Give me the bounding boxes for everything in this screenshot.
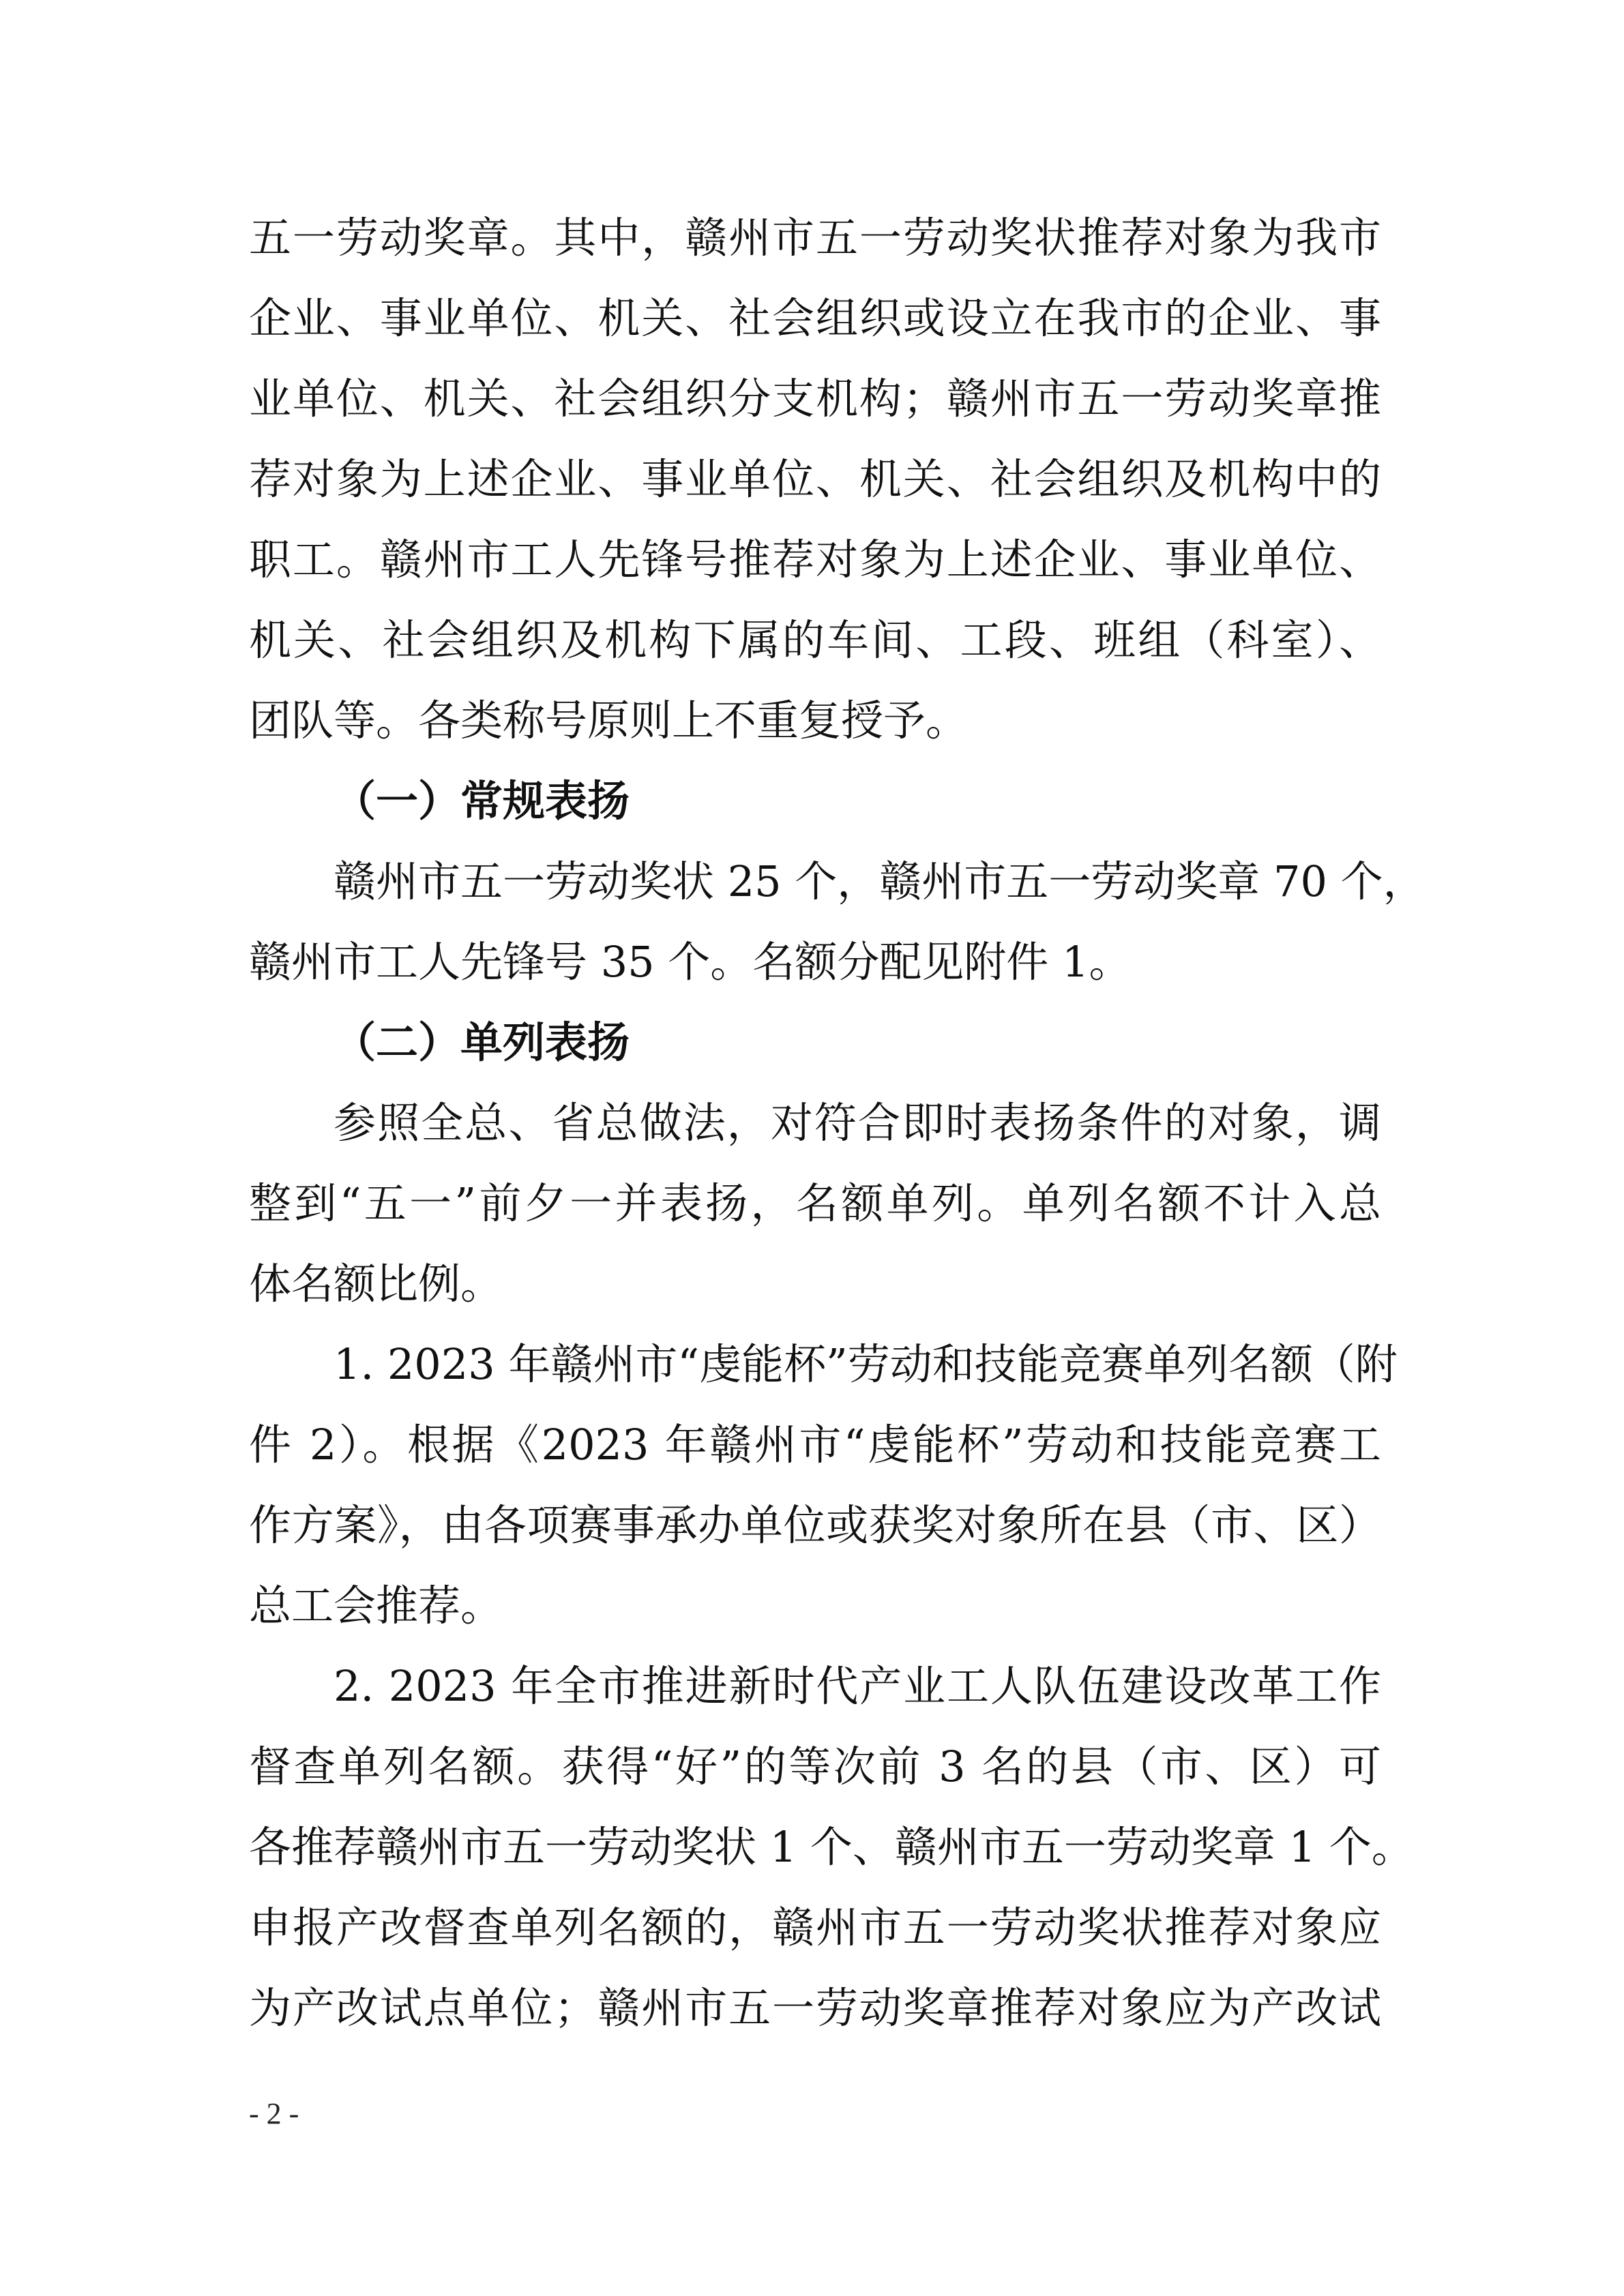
text-line: 团队等。各类称号原则上不重复授予。 xyxy=(249,696,969,745)
text-line: 督查单列名额。获得“好”的等次前 3 名的县（市、区）可 xyxy=(249,1742,1381,1791)
text-line: 总工会推荐。 xyxy=(249,1581,503,1630)
text-line: 体名额比例。 xyxy=(249,1259,503,1309)
text-line: 赣州市工人先锋号 35 个。名额分配见附件 1。 xyxy=(249,937,1132,987)
text-line: 1. 2023 年赣州市“虔能杯”劳动和技能竞赛单列名额（附 xyxy=(334,1339,1398,1389)
text-line: 五一劳动奖章。其中，赣州市五一劳动奖状推荐对象为我市 xyxy=(249,213,1381,263)
text-line: 2. 2023 年全市推进新时代产业工人队伍建设改革工作 xyxy=(334,1661,1381,1711)
text-line: 整到“五一”前夕一并表扬，名额单列。单列名额不计入总 xyxy=(249,1178,1381,1228)
text-line: 作方案》，由各项赛事承办单位或获奖对象所在县（市、区） xyxy=(249,1500,1381,1550)
text-line: 机关、社会组织及机构下属的车间、工段、班组（科室）、 xyxy=(249,615,1381,665)
text-line: 为产改试点单位；赣州市五一劳动奖章推荐对象应为产改试 xyxy=(249,1983,1381,2033)
page-number: - 2 - xyxy=(249,2097,299,2130)
text-line: 企业、事业单位、机关、社会组织或设立在我市的企业、事 xyxy=(249,293,1381,343)
text-line: 荐对象为上述企业、事业单位、机关、社会组织及机构中的 xyxy=(249,454,1381,504)
text-line: 赣州市五一劳动奖状 25 个，赣州市五一劳动奖章 70 个， xyxy=(334,856,1426,906)
text-line: 业单位、机关、社会组织分支机构；赣州市五一劳动奖章推 xyxy=(249,374,1381,423)
text-line: 申报产改督查单列名额的，赣州市五一劳动奖状推荐对象应 xyxy=(249,1903,1381,1952)
text-line: 职工。赣州市工人先锋号推荐对象为上述企业、事业单位、 xyxy=(249,535,1381,584)
text-line: 各推荐赣州市五一劳动奖状 1 个、赣州市五一劳动奖章 1 个。 xyxy=(249,1822,1414,1872)
text-line: 参照全总、省总做法，对符合即时表扬条件的对象，调 xyxy=(334,1098,1381,1148)
section-heading: （一）常规表扬 xyxy=(334,776,630,826)
text-line: 件 2）。根据《2023 年赣州市“虔能杯”劳动和技能竞赛工 xyxy=(249,1420,1381,1470)
section-heading: （二）单列表扬 xyxy=(334,1017,630,1067)
body-text xyxy=(249,198,1426,2048)
